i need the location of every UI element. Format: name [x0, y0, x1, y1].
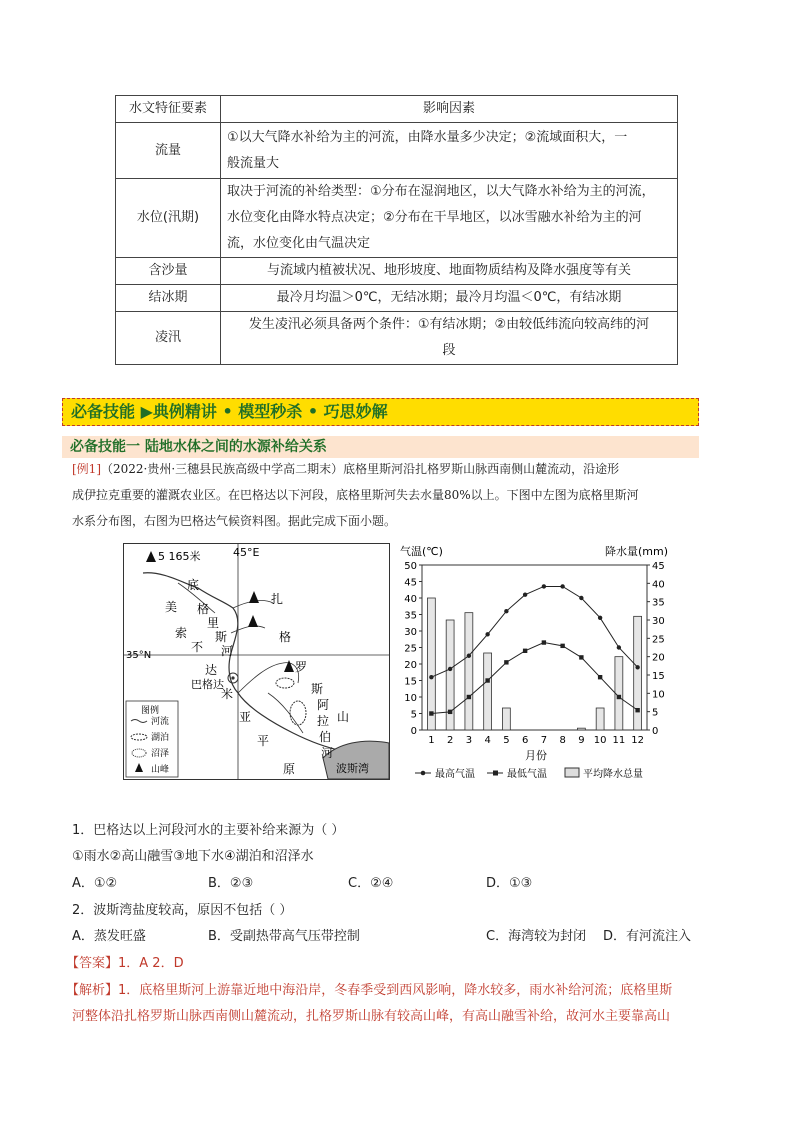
- max-temp-point: [448, 667, 452, 671]
- example-text: （2022·贵州·三穗县民族高级中学高二期末）底格里斯河沿扎格罗斯山脉西南侧山麓流动，沿途形: [101, 462, 620, 476]
- y-left-tick-label: 15: [404, 676, 417, 688]
- y-right-tick-label: 0: [652, 726, 659, 737]
- precip-bar: [465, 613, 473, 730]
- x-tick-label: 7: [540, 735, 548, 746]
- q1-option-a[interactable]: A．①②: [72, 876, 118, 891]
- table-cell-factor: 含沙量: [116, 258, 221, 285]
- map-char: 美: [165, 600, 178, 614]
- x-tick-label: 4: [484, 735, 491, 746]
- table-cell-factor: 结冰期: [116, 285, 221, 312]
- y-left-tick-label: 10: [404, 693, 417, 704]
- precip-bar: [596, 708, 604, 730]
- map-char: 斯: [311, 682, 324, 696]
- table-line: 发生凌汛必须具备两个条件：①有结冰期；②由较低纬流向较高纬的河: [248, 317, 650, 332]
- y-right-tick-label: 30: [652, 616, 665, 627]
- map-char: 原: [283, 762, 296, 776]
- x-tick-label: 2: [446, 735, 454, 746]
- y-right-tick-label: 25: [652, 634, 665, 646]
- legend-title: 图例: [141, 706, 160, 716]
- map-char: 山: [337, 710, 350, 724]
- min-temp-point: [467, 695, 471, 699]
- x-tick-label: 9: [578, 735, 585, 746]
- table-header-factor: 水文特征要素: [116, 96, 221, 123]
- max-temp-point: [560, 584, 564, 588]
- map-char: 拉: [317, 714, 330, 728]
- table-cell-factor: 流量: [116, 123, 221, 179]
- q2-option-b[interactable]: B．受副热带高气压带控制: [208, 929, 360, 944]
- max-temp-point: [429, 675, 433, 679]
- table-line: 与流域内植被状况、地形坡度、地面物质结构及降水强度等有关: [266, 263, 631, 278]
- min-temp-point: [523, 649, 527, 653]
- legend-precip: 平均降水总量: [583, 769, 643, 780]
- map-char: 格: [197, 602, 210, 616]
- min-temp-point: [504, 660, 508, 664]
- baghdad-label: 巴格达: [191, 678, 224, 691]
- analysis-label: 【解析】: [66, 983, 119, 998]
- map-char: 河: [321, 746, 334, 760]
- min-temp-point: [579, 655, 583, 659]
- legend-min-temp: 最低气温: [507, 769, 547, 780]
- y-left-tick-label: 30: [404, 627, 417, 638]
- table-line: 般流量大: [227, 155, 280, 171]
- map-char: 河: [221, 644, 234, 658]
- x-axis-title: 月份: [525, 749, 547, 762]
- q1-option-c[interactable]: C．②④: [348, 876, 394, 891]
- x-tick-label: 8: [559, 735, 566, 746]
- table-cell-influence: [221, 312, 678, 365]
- map-char: 达: [205, 663, 218, 677]
- question-1-stem: 1．巴格达以上河段河水的主要补给来源为（ ）: [72, 823, 345, 838]
- map-char: 平: [257, 734, 270, 748]
- map-char: 米: [221, 687, 234, 701]
- precip-bar: [427, 598, 435, 730]
- map-char: 不: [191, 640, 204, 654]
- legend-river: 河流: [151, 717, 170, 727]
- q2-option-c[interactable]: C．海湾较为封闭: [486, 929, 587, 944]
- example-line-2: 成伊拉克重要的灌溉农业区。在巴格达以下河段，底格里斯河失去水量80%以上。下图中左图为底格里斯河: [72, 488, 639, 502]
- min-temp-point: [485, 678, 489, 682]
- table-cell-influence: [221, 123, 678, 179]
- answer-text: 1．A 2．D: [118, 956, 184, 971]
- legend-lake: 湖泊: [151, 733, 170, 743]
- max-temp-point: [579, 596, 583, 600]
- answer-line: [66, 953, 184, 975]
- y-left-tick-label: 50: [404, 561, 417, 572]
- q1-option-b[interactable]: B．②③: [208, 876, 254, 891]
- max-temp-point: [485, 632, 489, 636]
- baghdad-climate-chart: [395, 543, 677, 783]
- x-tick-label: 5: [503, 735, 510, 746]
- y-left-tick-label: 0: [410, 726, 417, 737]
- example-line-1: [72, 456, 712, 482]
- precip-bar: [634, 616, 642, 730]
- table-cell-factor: 凌汛: [116, 312, 221, 365]
- hydrology-table: [115, 95, 678, 365]
- analysis-text: 1．底格里斯河上游靠近地中海沿岸，冬春季受到西风影响，降水较多，雨水补给河流；底格里斯: [118, 983, 673, 998]
- precip-bar: [484, 653, 492, 730]
- min-temp-line: [431, 643, 637, 714]
- min-temp-point: [598, 675, 602, 679]
- question-2-stem: 2．波斯湾盐度较高，原因不包括（ ）: [72, 903, 293, 918]
- y-right-tick-label: 20: [652, 652, 665, 664]
- max-temp-point: [542, 584, 546, 588]
- y-right-title: 降水量(mm): [605, 545, 669, 558]
- answer-label: 【答案】: [66, 956, 119, 971]
- y-left-tick-label: 45: [404, 577, 417, 589]
- x-tick-label: 3: [465, 735, 473, 746]
- y-right-tick-label: 10: [652, 689, 665, 701]
- y-right-tick-label: 40: [652, 579, 665, 591]
- tigris-map: [123, 543, 390, 780]
- y-left-tick-label: 20: [404, 660, 417, 671]
- map-char: 亚: [239, 710, 252, 724]
- peak-label: 5 165米: [158, 550, 201, 563]
- precip-bar: [577, 728, 585, 730]
- legend-max-temp: 最高气温: [435, 769, 475, 780]
- analysis-line-2: 河整体沿扎格罗斯山脉西南侧山麓流动，扎格罗斯山脉有较高山峰，有高山融雪补给，故河水主要靠高山: [72, 1009, 671, 1024]
- example-line-3: 水系分布图，右图为巴格达气候资料图。据此完成下面小题。: [72, 514, 397, 528]
- max-temp-point: [504, 609, 508, 613]
- y-left-tick-label: 25: [404, 643, 417, 655]
- q2-option-a[interactable]: A．蒸发旺盛: [72, 929, 146, 944]
- map-char: 阿: [317, 698, 330, 712]
- y-right-tick-label: 5: [652, 707, 659, 719]
- gulf-label: 波斯湾: [336, 762, 369, 775]
- table-line: 段: [442, 343, 456, 358]
- y-left-title: 气温(℃): [400, 545, 443, 558]
- precip-bar: [502, 708, 510, 730]
- max-temp-point: [467, 654, 471, 658]
- max-temp-point: [635, 665, 639, 669]
- question-1-items: ①雨水②高山融雪③地下水④湖泊和沼泽水: [72, 849, 314, 864]
- skill-subheading: 必备技能一 陆地水体之间的水源补给关系: [62, 436, 699, 458]
- legend-peak: 山峰: [151, 765, 170, 775]
- q1-option-d[interactable]: D．①③: [486, 876, 533, 891]
- table-line: ①以大气降水补给为主的河流，由降水量多少决定；②流域面积大，一: [227, 129, 628, 145]
- map-char: 扎: [271, 592, 284, 606]
- map-char: 里: [207, 616, 220, 630]
- min-temp-point: [560, 644, 564, 648]
- chart-legend: [415, 767, 643, 780]
- min-temp-point: [542, 640, 546, 644]
- plot-frame: [422, 565, 647, 730]
- table-cell-influence: [221, 179, 678, 258]
- max-temp-point: [598, 616, 602, 620]
- min-temp-point: [429, 711, 433, 715]
- table-line: 流，水位变化由气温决定: [227, 236, 371, 251]
- table-cell-influence: [221, 258, 678, 285]
- table-header-influence: 影响因素: [221, 96, 678, 123]
- max-temp-point: [523, 593, 527, 597]
- example-tag: [例1]: [72, 462, 101, 476]
- table-line: 水位变化由降水特点决定；②分布在干旱地区，以冰雪融水补给为主的河: [227, 210, 642, 225]
- max-temp-line: [431, 586, 637, 677]
- longitude-label: 45°E: [233, 546, 260, 559]
- skills-banner: 必备技能 ▶典例精讲 • 模型秒杀 • 巧思妙解: [62, 398, 699, 426]
- x-tick-label: 10: [593, 735, 607, 746]
- max-temp-point: [617, 645, 621, 649]
- y-right-tick-label: 45: [652, 561, 665, 572]
- x-tick-label: 6: [521, 735, 529, 746]
- y-right-tick-label: 35: [652, 597, 665, 609]
- table-line: 最冷月均温＞0℃，无结冰期；最冷月均温＜0℃，有结冰期: [276, 290, 622, 305]
- map-char: 底: [187, 578, 200, 592]
- table-line: 取决于河流的补给类型：①分布在湿润地区，以大气降水补给为主的河流，: [227, 184, 655, 199]
- y-left-tick-label: 5: [410, 709, 417, 721]
- min-temp-point: [617, 695, 621, 699]
- legend-marsh: 沼泽: [151, 749, 170, 759]
- map-char: 伯: [319, 730, 332, 744]
- min-temp-point: [448, 710, 452, 714]
- q2-option-d[interactable]: D．有河流注入: [603, 929, 692, 944]
- map-char: 索: [175, 626, 188, 640]
- table-cell-influence: [221, 285, 678, 312]
- y-left-tick-label: 35: [404, 610, 417, 622]
- y-right-tick-label: 15: [652, 671, 665, 682]
- map-char: 罗: [295, 660, 308, 674]
- map-char: 斯: [215, 630, 228, 644]
- precip-bar: [615, 657, 623, 730]
- x-tick-label: 12: [631, 735, 644, 746]
- latitude-label: 35°N: [126, 650, 152, 661]
- table-cell-factor: 水位(汛期): [116, 179, 221, 258]
- min-temp-point: [635, 708, 639, 712]
- y-left-tick-label: 40: [404, 594, 417, 605]
- x-tick-label: 1: [428, 735, 435, 746]
- analysis-line-1: [66, 980, 726, 1002]
- map-char: 格: [279, 630, 292, 644]
- x-tick-label: 11: [612, 735, 626, 746]
